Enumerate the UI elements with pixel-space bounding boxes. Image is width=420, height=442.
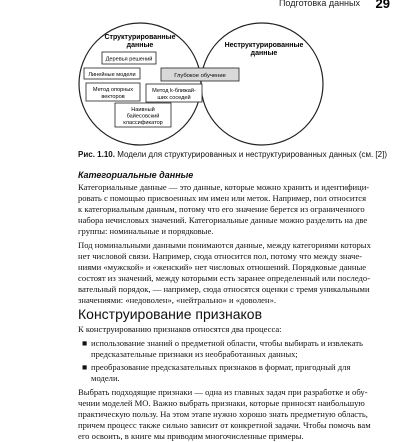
bullet-marker: ■ [82, 338, 88, 348]
categorical-data-heading: Категориальные данные [78, 170, 194, 180]
deep-learning-box [161, 68, 239, 81]
decision-trees-box [102, 52, 156, 64]
paragraph-line: набора нечисловых значений. Категориальные данные можно разделить на две [78, 215, 368, 225]
figure-caption-label: Рис. 1.10. [78, 150, 115, 159]
paragraph-line: нет числовой связи. Например, сюда относится пол, потому что между значе- [78, 251, 362, 261]
unstructured-data-title-line1: Неструктурированные [224, 42, 304, 49]
knn-label-line1: Метод k-ближай- [152, 88, 196, 94]
figure-caption [78, 150, 408, 160]
naive-bayes-label-line1: Наивный [131, 107, 155, 113]
bullet-text [91, 338, 393, 360]
deep-learning-label: Глубокое обучение [174, 73, 226, 79]
knn-box [146, 84, 202, 102]
paragraph-line: Выбрать подходящие признаки — одна из главных задач при разработке и обу- [78, 387, 368, 397]
paragraph-categorical [78, 182, 393, 237]
bullet-text [91, 362, 393, 384]
unstructured-data-title-line2: данные [250, 50, 278, 57]
paragraph-line: группы: номинальные и порядковые. [78, 226, 214, 236]
paragraph-line: причем процесс также сильно зависит от конкретной задачи. Чтобы помочь вам [78, 420, 371, 430]
structured-data-title-line1: Структурированные [104, 34, 176, 41]
paragraph-line: его освоить, в книге мы приводим многочисленные примеры. [78, 431, 304, 441]
paragraph-line: вательный порядок, — например, сюда относятся оценки с тремя уникальными [78, 284, 370, 294]
figure-caption-text: Модели для структурированных и неструктурированных данных (см. [2]) [117, 150, 387, 159]
decision-trees-label: Деревья решений [105, 56, 153, 63]
paragraph-line: значениями: «недоволен», «нейтрально» и «доволен». [78, 295, 277, 305]
structured-data-title-line2: данные [126, 42, 154, 49]
bullet-item-1 [78, 338, 393, 360]
running-header-title: Подготовка данных [278, 0, 360, 8]
bullet-line: предсказательные признаки из необработанных данных; [91, 349, 298, 359]
naive-bayes-label-line3: классификатор [123, 120, 163, 126]
bullet-marker: ■ [82, 362, 88, 372]
paragraph-line: практическую пользу. На этом этапе нужно хорошо знать предметную область, [78, 409, 368, 419]
paragraph-line: состоят из значений, между которыми есть заранее определенный или последо- [78, 273, 371, 283]
paragraph-line: Категориальные данные — это данные, которые можно хранить и идентифици- [78, 182, 370, 192]
paragraph-nominal-ordinal [78, 240, 393, 306]
bullet-line: модели. [91, 373, 120, 383]
linear-models-label: Линейные модели [88, 72, 136, 78]
bullet-line: преобразование предсказательных признаков в формат, пригодный для [91, 362, 351, 372]
paragraph-line: ровать с помощью присвоенных им имен или меток. Например, пол относится [78, 193, 367, 203]
paragraph-line: чении моделей МО. Важно выбрать признаки, которые приносят наибольшую [78, 398, 365, 408]
svm-box [86, 83, 140, 101]
bullet-line: использование знаний о предметной области, чтобы выбирать и извлекать [91, 338, 363, 348]
naive-bayes-box [115, 103, 171, 127]
page-number: 29 [375, 0, 390, 11]
paragraph-feature-selection [78, 387, 393, 442]
knn-label-line2: ших соседей [157, 95, 191, 101]
naive-bayes-label-line2: байесовский [126, 113, 160, 120]
paragraph-line: ниями «мужской» и «женский» нет числовых отношений. Порядковые данные [78, 262, 367, 272]
paragraph-line: к категориальным данным, потому что его значение берется из ограниченного [78, 204, 365, 214]
svm-label-line2: векторов [101, 94, 125, 100]
bullet-item-2 [78, 362, 393, 384]
paragraph-line: Под номинальными данными понимаются данные, между категориями которых [78, 240, 371, 250]
feature-engineering-heading: Конструирование признаков [78, 306, 263, 322]
figure-1-10-diagram [0, 0, 420, 150]
svm-label-line1: Метод опорных [92, 87, 134, 93]
linear-models-box [84, 68, 140, 79]
feature-intro: К конструированию признаков относятся два процесса: [78, 324, 282, 334]
